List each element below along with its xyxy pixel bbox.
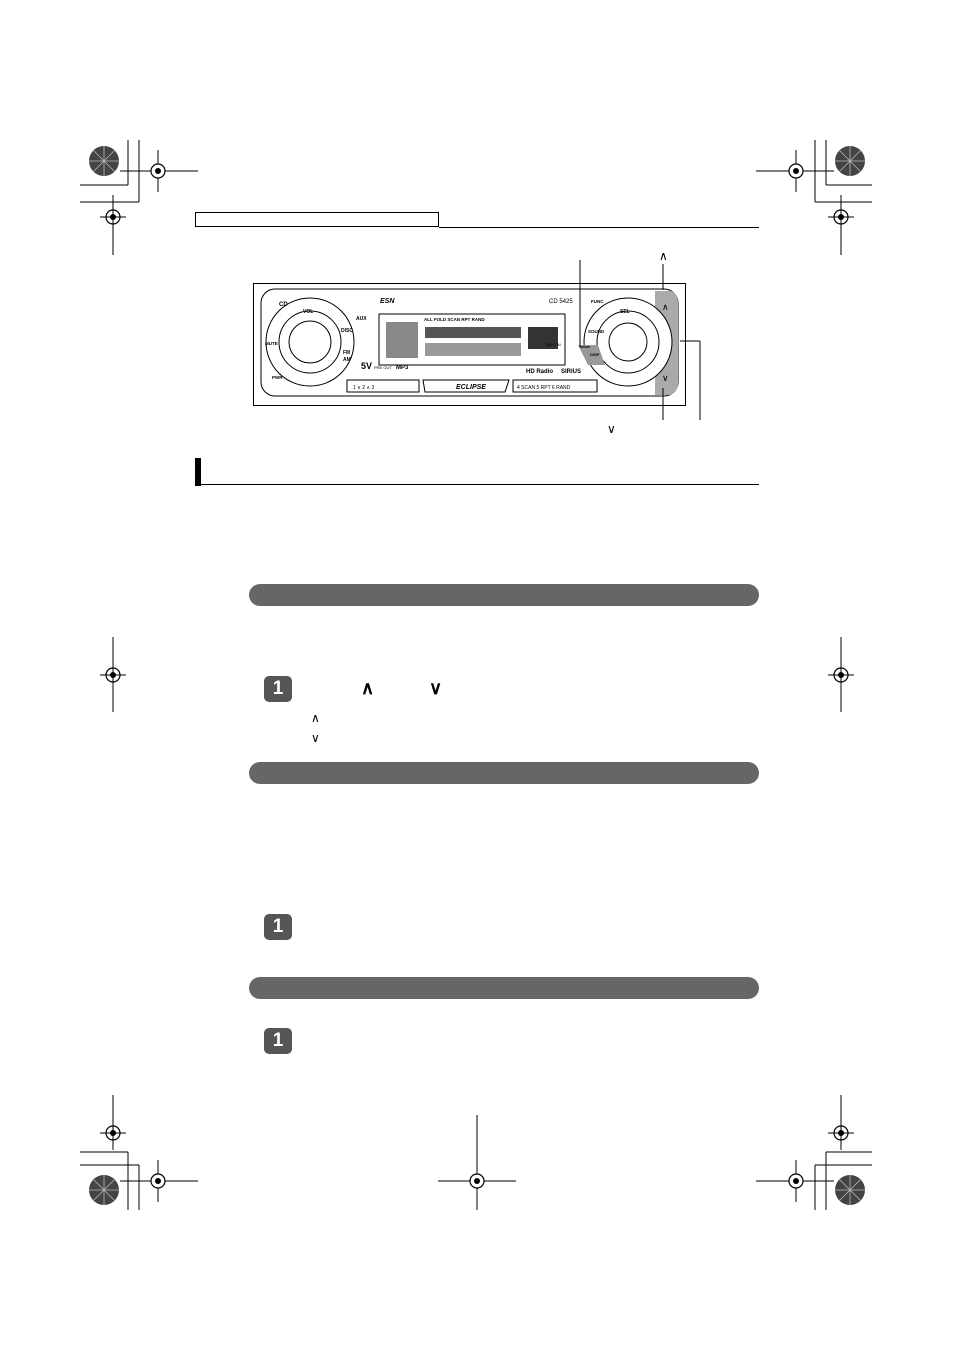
svg-text:ECLIPSE: ECLIPSE	[456, 384, 486, 391]
header-rule	[439, 227, 759, 228]
step-up-arrow: ∧	[361, 678, 375, 698]
subsection-bar-3	[249, 977, 759, 999]
step-badge: 1	[264, 914, 292, 940]
svg-text:AUX: AUX	[356, 316, 367, 322]
svg-text:SOUND: SOUND	[588, 329, 605, 334]
subsection-bar-1	[249, 584, 759, 606]
svg-text:∨: ∨	[662, 373, 669, 383]
callout-down-caret: ∨	[607, 422, 616, 436]
cd-label: CD	[279, 302, 288, 308]
section-rule	[195, 484, 759, 485]
svg-text:DISC IN: DISC IN	[546, 342, 561, 347]
header-box	[195, 212, 439, 227]
svg-text:SEL: SEL	[620, 309, 630, 315]
step-badge: 1	[264, 1028, 292, 1054]
svg-text:PWR: PWR	[272, 375, 283, 380]
svg-text:FM: FM	[343, 350, 351, 356]
svg-text:MUTE: MUTE	[265, 341, 278, 346]
svg-text:5V: 5V	[361, 361, 373, 371]
step-down-arrow: ∨	[429, 678, 443, 698]
callout-up-caret: ∧	[659, 249, 668, 263]
sub-down-caret: ∨	[311, 731, 320, 745]
svg-text:CD 5425: CD 5425	[549, 299, 573, 305]
svg-text:SIRIUS: SIRIUS	[561, 369, 582, 375]
step-badge: 1	[264, 676, 292, 702]
svg-text:MP3: MP3	[396, 365, 409, 371]
svg-text:FUNC: FUNC	[591, 299, 604, 304]
svg-text:DISP: DISP	[590, 352, 600, 357]
sub-up-caret: ∧	[311, 711, 320, 725]
svg-text:HD Radio: HD Radio	[526, 369, 553, 375]
svg-text:DISC: DISC	[341, 328, 353, 334]
svg-text:1 ∨ 2 ∧ 3: 1 ∨ 2 ∧ 3	[353, 385, 375, 391]
svg-text:ALL FOLD SCAN RPT RAND: ALL FOLD SCAN RPT RAND	[424, 317, 485, 322]
svg-text:AM: AM	[343, 357, 351, 363]
svg-text:4 SCAN 5 RPT 6 RAND: 4 SCAN 5 RPT 6 RAND	[517, 385, 571, 391]
svg-text:ESN: ESN	[380, 298, 395, 305]
svg-text:PRE OUT: PRE OUT	[374, 365, 392, 370]
subsection-bar-2	[249, 762, 759, 784]
svg-text:∧: ∧	[662, 302, 669, 312]
section-marker	[195, 458, 201, 486]
svg-text:VOL: VOL	[303, 309, 314, 315]
callout-lines	[560, 250, 720, 430]
